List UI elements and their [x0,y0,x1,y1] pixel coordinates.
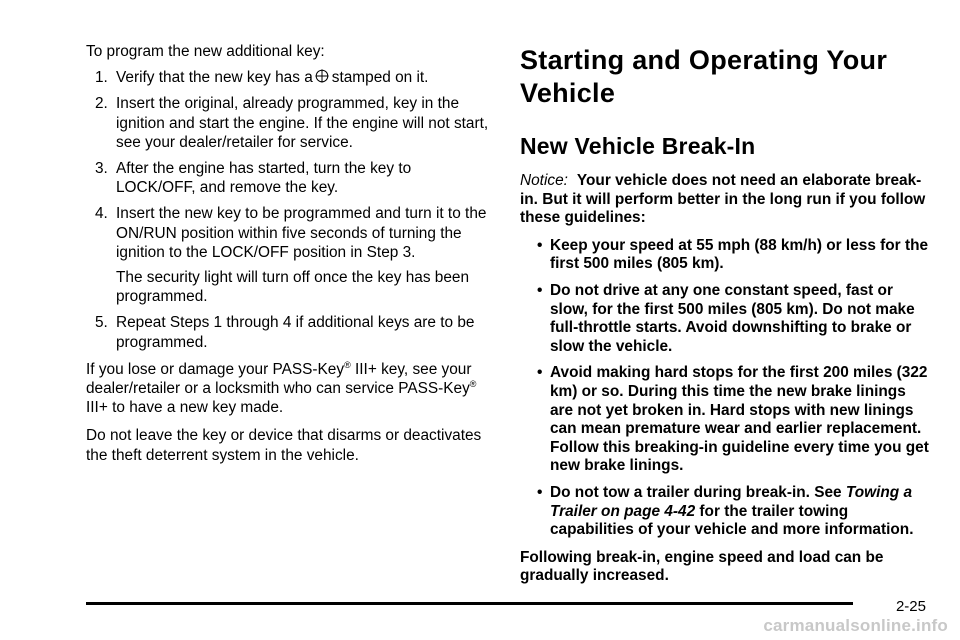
step-5 [86,313,494,351]
bullet-text: Avoid making hard stops for the first 200 miles (322 km) or so. During this time the new brake linings are not yet broken in. Hard stops with new linings can mean premature wear and earlier replacement. Follow this breaking-in guideline every time you get new brake linings. [550,364,929,475]
step-4 [86,204,494,306]
registered-mark: ® [469,378,477,389]
step-number: 1. [95,69,108,87]
bullet-text: for the trailer towing capabilities of your vehicle and more information. [550,502,914,539]
registered-mark: ® [344,359,351,370]
break-in-guidelines [520,237,930,540]
page-number: 2-25 [895,598,926,615]
step-text: stamped on it. [331,69,429,87]
section-title-line: Starting and Operating Your [520,45,888,75]
towing-cross-reference-link[interactable]: Towing a Trailer on page 4-42 [550,483,913,520]
watermark: carmanualsonline.info [763,616,948,635]
list-item [520,282,930,356]
right-column [520,44,930,586]
left-column [86,42,494,465]
closing-paragraph: Following break-in, engine speed and load can be gradually increased. [520,548,884,585]
subsection-title: New Vehicle Break-In [520,133,756,159]
step-note: The security light will turn off once the key has been programmed. [116,269,470,306]
bullet-icon: • [537,236,543,254]
step-2 [86,94,494,152]
step-text: Insert the original, already programmed, key in the ignition and start the engine. If the engine will not start, see your dealer/retailer for service. [116,95,489,151]
notice-label: Notice: [520,172,568,189]
step-number: 4. [95,205,108,223]
programming-steps [86,68,494,352]
footer-rule [86,602,853,605]
key-symbol-icon [315,69,329,83]
step-3 [86,159,494,197]
step-text: Insert the new key to be programmed and turn it to the ON/RUN position within five seconds of turning the ignition to the LOCK/OFF position in Step 3. [116,205,487,261]
step-number: 2. [95,95,108,113]
section-title-line: Vehicle [520,78,616,108]
step-text: Verify that the new key has a [116,69,313,87]
lost-key-text: If you lose or damage your PASS-Key [86,360,345,378]
bullet-icon: • [537,364,543,382]
step-text: Repeat Steps 1 through 4 if additional keys are to be programmed. [116,314,475,351]
step-text: After the engine has started, turn the key to LOCK/OFF, and remove the key. [116,160,412,197]
step-number: 5. [95,314,108,332]
list-item [520,484,930,540]
bullet-icon: • [537,483,543,501]
notice-paragraph [520,172,930,228]
disarm-paragraph: Do not leave the key or device that disarms or deactivates the theft deterrent system in the vehicle. [86,427,482,464]
lost-key-paragraph [86,360,494,418]
section-title [520,44,930,110]
lost-key-text: III+ to have a new key made. [86,399,284,417]
list-item [520,364,930,476]
notice-text: Your vehicle does not need an elaborate break-in. But it will perform better in the long run if you follow these guidelines: [520,172,926,227]
bullet-text: Keep your speed at 55 mph (88 km/h) or less for the first 500 miles (805 km). [550,236,929,273]
list-item [520,237,930,274]
bullet-text: Do not drive at any one constant speed, fast or slow, for the first 500 miles (805 km). Do not make full-throttle starts. Avoid downshifting to brake or slow the vehicle. [550,281,915,355]
step-number: 3. [95,160,108,178]
lost-key-text: III+ key, see your dealer/retailer or a locksmith who can service PASS-Key [86,360,472,398]
bullet-icon: • [537,281,543,299]
intro-text: To program the new additional key: [86,43,325,60]
step-1 [86,68,494,87]
bullet-text: Do not tow a trailer during break-in. See [550,483,846,501]
